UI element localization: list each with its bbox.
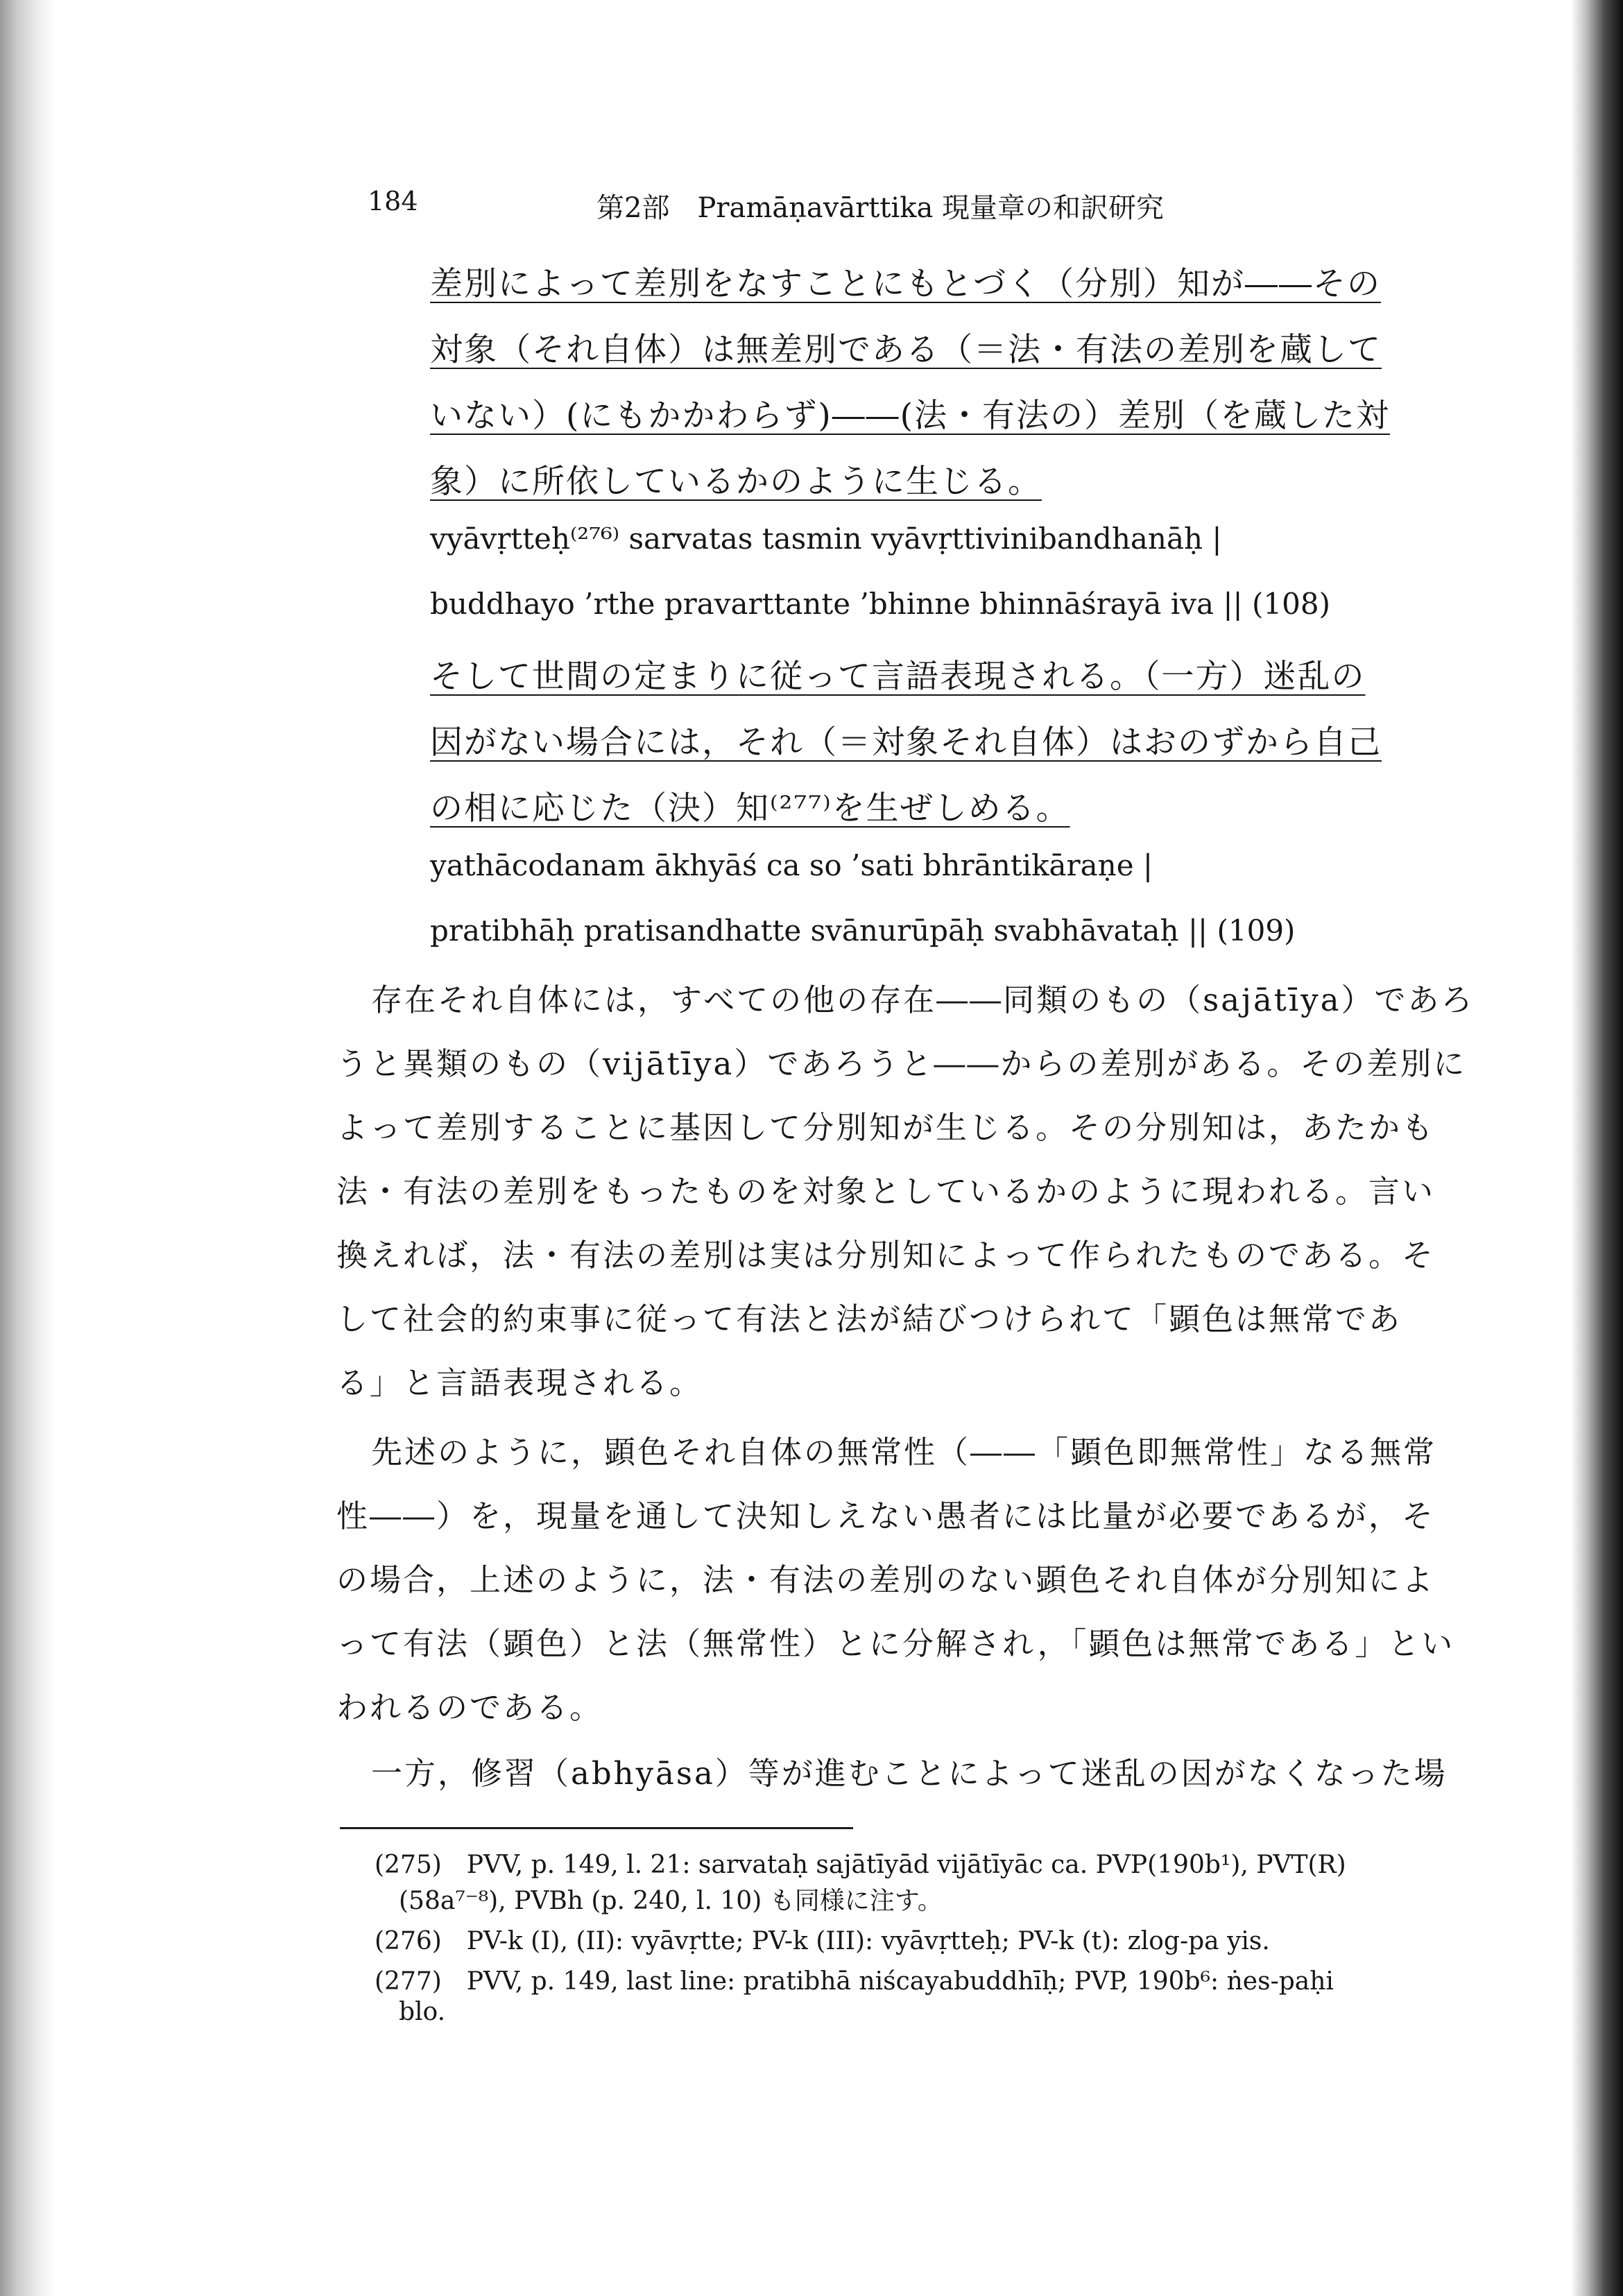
footnote-line: (276) PV-k (I), (II): vyāvṛtte; PV-k (III): vyāvṛtteḥ; PV-k (t): zlog-pa yis. [375, 1927, 1270, 1955]
verse-line: pratibhāḥ pratisandhatte svānurūpāḥ svabhāvataḥ || (109) [430, 914, 1296, 948]
translation-line: 対象（それ自体）は無差別である（＝法・有法の差別を蔵して [430, 331, 1382, 369]
footnote-separator [340, 1827, 853, 1829]
page-header [368, 186, 1512, 234]
paragraph-line: して社会的約束事に従って有法と法が結びつけられて「顕色は無常であ [336, 1301, 1402, 1337]
running-title: 第2部 Pramāṇavārttika 現量章の和訳研究 [596, 192, 1165, 224]
translation-line: 象）に所依しているかのように生じる。 [430, 463, 1042, 501]
translation-line: そして世間の定まりに従って言語表現される。（一方）迷乱の [430, 658, 1366, 696]
paragraph-line: 存在それ自体には，すべての他の存在――同類のもの（sajātīya）であろ [371, 982, 1475, 1018]
translation-line: 差別によって差別をなすことにもとづく（分別）知が――その [430, 265, 1382, 303]
verse-line: yathācodanam ākhyāś ca so ’sati bhrāntikāraṇe | [430, 848, 1153, 882]
paragraph-line: の場合，上述のように，法・有法の差別のない顕色それ自体が分別知によ [336, 1561, 1436, 1598]
paragraph-line: 先述のように，顕色それ自体の無常性（――「顕色即無常性」なる無常 [371, 1434, 1437, 1471]
paragraph-line: うと異類のもの（vijātīya）であろうと――からの差別がある。その差別に [336, 1045, 1467, 1082]
translation-line: の相に応じた（決）知⁽²⁷⁷⁾を生ぜしめる。 [430, 789, 1070, 828]
paragraph-line: る」と言語表現される。 [336, 1364, 703, 1401]
translation-line: いない）(にもかかわらず)――(法・有法の）差別（を蔵した対 [430, 397, 1391, 435]
verse-line: vyāvṛtteḥ⁽²⁷⁶⁾ sarvatas tasmin vyāvṛttivinibandhanāḥ | [430, 522, 1222, 556]
paragraph-line: 一方，修習（abhyāsa）等が進むことによって迷乱の因がなくなった場 [371, 1755, 1448, 1792]
translation-line: 因がない場合には，それ（＝対象それ自体）はおのずから自己 [430, 723, 1382, 762]
footnote-line: (58a⁷⁻⁸), PVBh (p. 240, l. 10) も同様に注す。 [399, 1887, 943, 1915]
paragraph-line: よって差別することに基因して分別知が生じる。その分別知は，あたかも [336, 1109, 1436, 1146]
paragraph-line: われるのである。 [336, 1689, 603, 1726]
paragraph-line: 法・有法の差別をもったものを対象としているかのように現われる。言い [336, 1173, 1436, 1210]
page-number: 184 [368, 186, 418, 216]
footnote-line: blo. [399, 1998, 446, 2026]
paragraph-line: 換えれば，法・有法の差別は実は分別知によって作られたものである。そ [336, 1237, 1436, 1274]
paragraph-line: 性――）を，現量を通して決知しえない愚者には比量が必要であるが，そ [336, 1498, 1436, 1534]
footnote-line: (277) PVV, p. 149, last line: pratibhā niścayabuddhīḥ; PVP, 190b⁶: ṅes-paḥi [375, 1967, 1334, 1996]
verse-line: buddhayo ’rthe pravarttante ’bhinne bhinnāśrayā iva || (108) [430, 587, 1330, 621]
footnote-line: (275) PVV, p. 149, l. 21: sarvataḥ sajātīyād vijātīyāc ca. PVP(190b¹), PVT(R) [375, 1851, 1346, 1879]
paragraph-line: って有法（顕色）と法（無常性）とに分解され，「顕色は無常である」とい [336, 1625, 1455, 1662]
